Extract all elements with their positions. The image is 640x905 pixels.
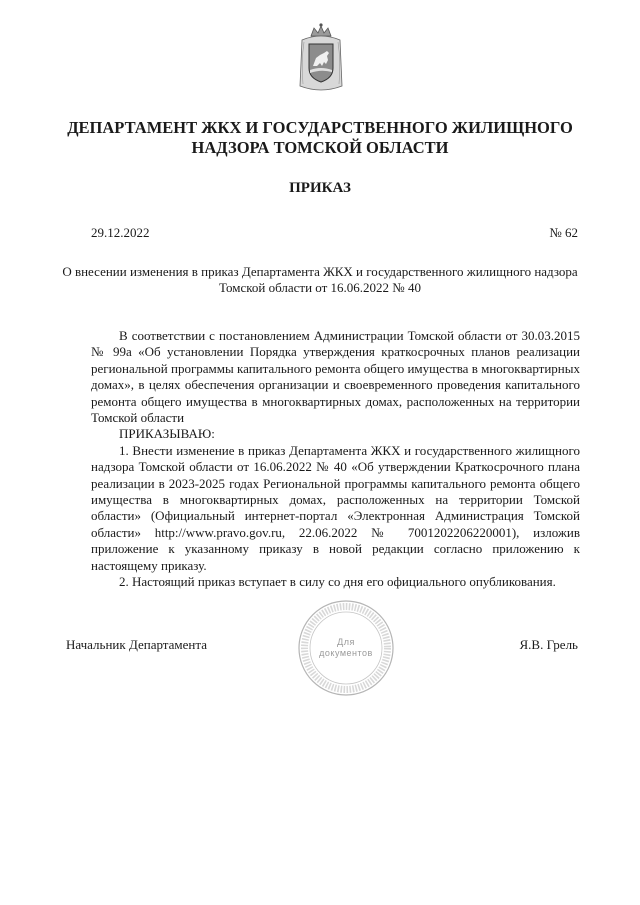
item-1-paragraph: 1. Внести изменение в приказ Департамента ЖКХ и государственного жилищного надзора Томской области от 16.06.2022 № 40 «Об утверждении Краткосрочного плана реализации в 2023-2025 годах Региональной программы капитального ремонта общего имущества в многоквартирных домах, расположенных на территории Томской области» (Официальный интернет-портал «Электронная Администрация Томской области» http://www.pravo.gov.ru, 22.06.2022 № 7001202206220001), изложив приложение к указанному приказу в новой редакции согласно приложению к настоящему приказу.: [91, 442, 580, 573]
order-date: 29.12.2022: [91, 225, 150, 240]
order-subject: О внесении изменения в приказ Департамента ЖКХ и государственного жилищного надзора Томской области от 16.06.2022 № 40: [62, 264, 578, 295]
order-number: № 62: [549, 225, 578, 240]
department-title: ДЕПАРТАМЕНТ ЖКХ И ГОСУДАРСТВЕННОГО ЖИЛИЩНОГО НАДЗОРА ТОМСКОЙ ОБЛАСТИ: [67, 118, 573, 157]
order-body: [91, 328, 580, 591]
signatory-position: Начальник Департамента: [66, 637, 207, 652]
item-2-paragraph: 2. Настоящий приказ вступает в силу со дня его официального опубликования.: [119, 574, 556, 590]
stamp-line-2: документов: [319, 648, 373, 658]
preamble-paragraph: В соответствии с постановлением Администрации Томской области от 30.03.2015 № 99а «Об установлении Порядка утверждения краткосрочных планов реализации региональной программы капитального ремонта общего имущества в многоквартирных домах», в целях обеспечения организации и своевременного проведения капитального ремонта общего имущества в многоквартирных домах, расположенных на территории Томской области: [91, 328, 580, 426]
signatory-name: Я.В. Грель: [519, 637, 578, 652]
document-type-title: ПРИКАЗ: [289, 180, 351, 196]
order-word: ПРИКАЗЫВАЮ:: [119, 426, 215, 442]
stamp-line-1: Для: [337, 637, 355, 647]
coat-of-arms-icon: [296, 22, 346, 94]
